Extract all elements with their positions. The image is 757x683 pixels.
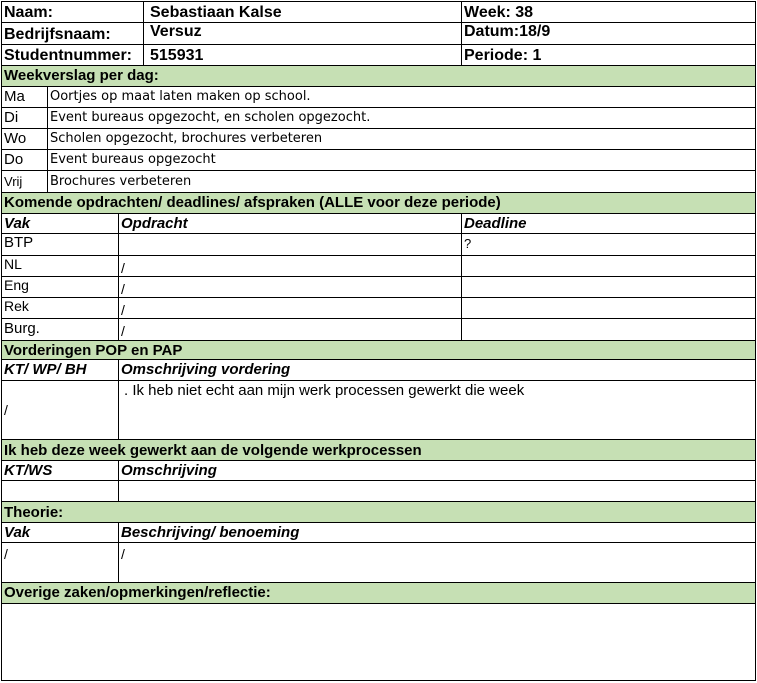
header-row-naam	[1, 1, 756, 23]
col-beschrijving: Beschrijving/ benoeming	[121, 524, 300, 541]
opdrachten-title-row	[1, 193, 756, 214]
opdracht-deadline: ?	[464, 236, 472, 251]
weekverslag-title-row	[1, 66, 756, 87]
day-row	[1, 129, 756, 150]
werkproces-row	[1, 481, 756, 502]
day-label: Di	[2, 108, 48, 128]
day-text: Oortjes op maat laten maken op school.	[50, 89, 311, 104]
opdracht-vak: BTP	[2, 234, 119, 255]
theorie-header-row	[1, 523, 756, 543]
opdracht-deadline	[462, 298, 755, 318]
overige-body	[2, 604, 755, 680]
weekverslag-title: Weekverslag per dag:	[2, 66, 755, 86]
col-deadline: Deadline	[464, 215, 527, 232]
vorderingen-header-row	[1, 360, 756, 381]
datum-value: Datum:18/9	[464, 23, 551, 40]
student-value: 515931	[144, 45, 462, 65]
opdracht-text	[119, 234, 462, 255]
bedrijf-value: Versuz	[144, 23, 462, 44]
day-label: Wo	[2, 129, 48, 149]
vordering-omschrijving: . Ik heb niet echt aan mijn werk processen gewerkt die week	[124, 382, 525, 399]
opdrachten-header-row	[1, 214, 756, 234]
col-vak: Vak	[2, 523, 119, 542]
periode-value: Periode: 1	[464, 47, 542, 64]
werkprocessen-header-row	[1, 461, 756, 481]
day-row	[1, 108, 756, 129]
week-value: Week: 38	[464, 4, 534, 21]
theorie-title: Theorie:	[2, 502, 755, 522]
day-label: Vrij	[2, 171, 48, 192]
opdracht-row	[1, 234, 756, 256]
overige-title-row	[1, 583, 756, 604]
overige-body-row	[1, 604, 756, 681]
weekverslag-document	[1, 1, 756, 681]
werkproces-omschrijving	[119, 481, 755, 501]
col-omschrijving-vordering: Omschrijving vordering	[121, 361, 291, 378]
werkproces-kt	[2, 481, 119, 501]
day-row	[1, 87, 756, 108]
opdracht-vak: Rek	[2, 298, 119, 318]
opdrachten-title: Komende opdrachten/ deadlines/ afspraken (ALLE voor deze periode)	[2, 193, 755, 213]
opdracht-row	[1, 277, 756, 298]
opdracht-text: /	[119, 256, 462, 276]
werkprocessen-title: Ik heb deze week gewerkt aan de volgende werkprocessen	[2, 440, 755, 460]
col-omschrijving: Omschrijving	[121, 462, 217, 479]
student-label: Studentnummer:	[2, 45, 144, 65]
day-row	[1, 150, 756, 171]
opdracht-text: /	[119, 319, 462, 340]
day-text: Event bureaus opgezocht, en scholen opgezocht.	[50, 110, 371, 125]
naam-label: Naam:	[2, 2, 144, 22]
col-opdracht: Opdracht	[119, 214, 462, 233]
header-row-bedrijf	[1, 23, 756, 45]
opdracht-row	[1, 319, 756, 341]
opdracht-deadline	[462, 277, 755, 297]
theorie-row	[1, 543, 756, 583]
opdracht-vak: Eng	[2, 277, 119, 297]
opdracht-vak: NL	[2, 256, 119, 276]
opdracht-deadline	[462, 256, 755, 276]
werkprocessen-title-row	[1, 440, 756, 461]
theorie-title-row	[1, 502, 756, 523]
opdracht-row	[1, 256, 756, 277]
opdracht-vak: Burg.	[2, 319, 119, 340]
day-text: Scholen opgezocht, brochures verbeteren	[50, 131, 323, 146]
day-text: Brochures verbeteren	[50, 174, 192, 189]
theorie-vak: /	[2, 543, 119, 582]
col-kt-wp-bh: KT/ WP/ BH	[2, 360, 119, 380]
day-label: Ma	[2, 87, 48, 107]
vorderingen-title-row	[1, 341, 756, 360]
vorderingen-title: Vorderingen POP en PAP	[2, 341, 755, 359]
opdracht-deadline	[462, 319, 755, 340]
opdracht-text: /	[119, 298, 462, 318]
day-row	[1, 171, 756, 193]
col-kt-ws: KT/WS	[2, 461, 119, 480]
naam-value: Sebastiaan Kalse	[144, 2, 462, 22]
opdracht-row	[1, 298, 756, 319]
header-row-student	[1, 45, 756, 66]
col-vak: Vak	[2, 214, 119, 233]
theorie-beschrijving: /	[121, 546, 125, 562]
vordering-kt: /	[2, 381, 119, 439]
day-text: Event bureaus opgezocht	[50, 152, 216, 167]
opdracht-text: /	[119, 277, 462, 297]
overige-title: Overige zaken/opmerkingen/reflectie:	[2, 583, 755, 603]
day-label: Do	[2, 150, 48, 170]
vordering-row	[1, 381, 756, 440]
bedrijf-label: Bedrijfsnaam:	[2, 23, 144, 44]
